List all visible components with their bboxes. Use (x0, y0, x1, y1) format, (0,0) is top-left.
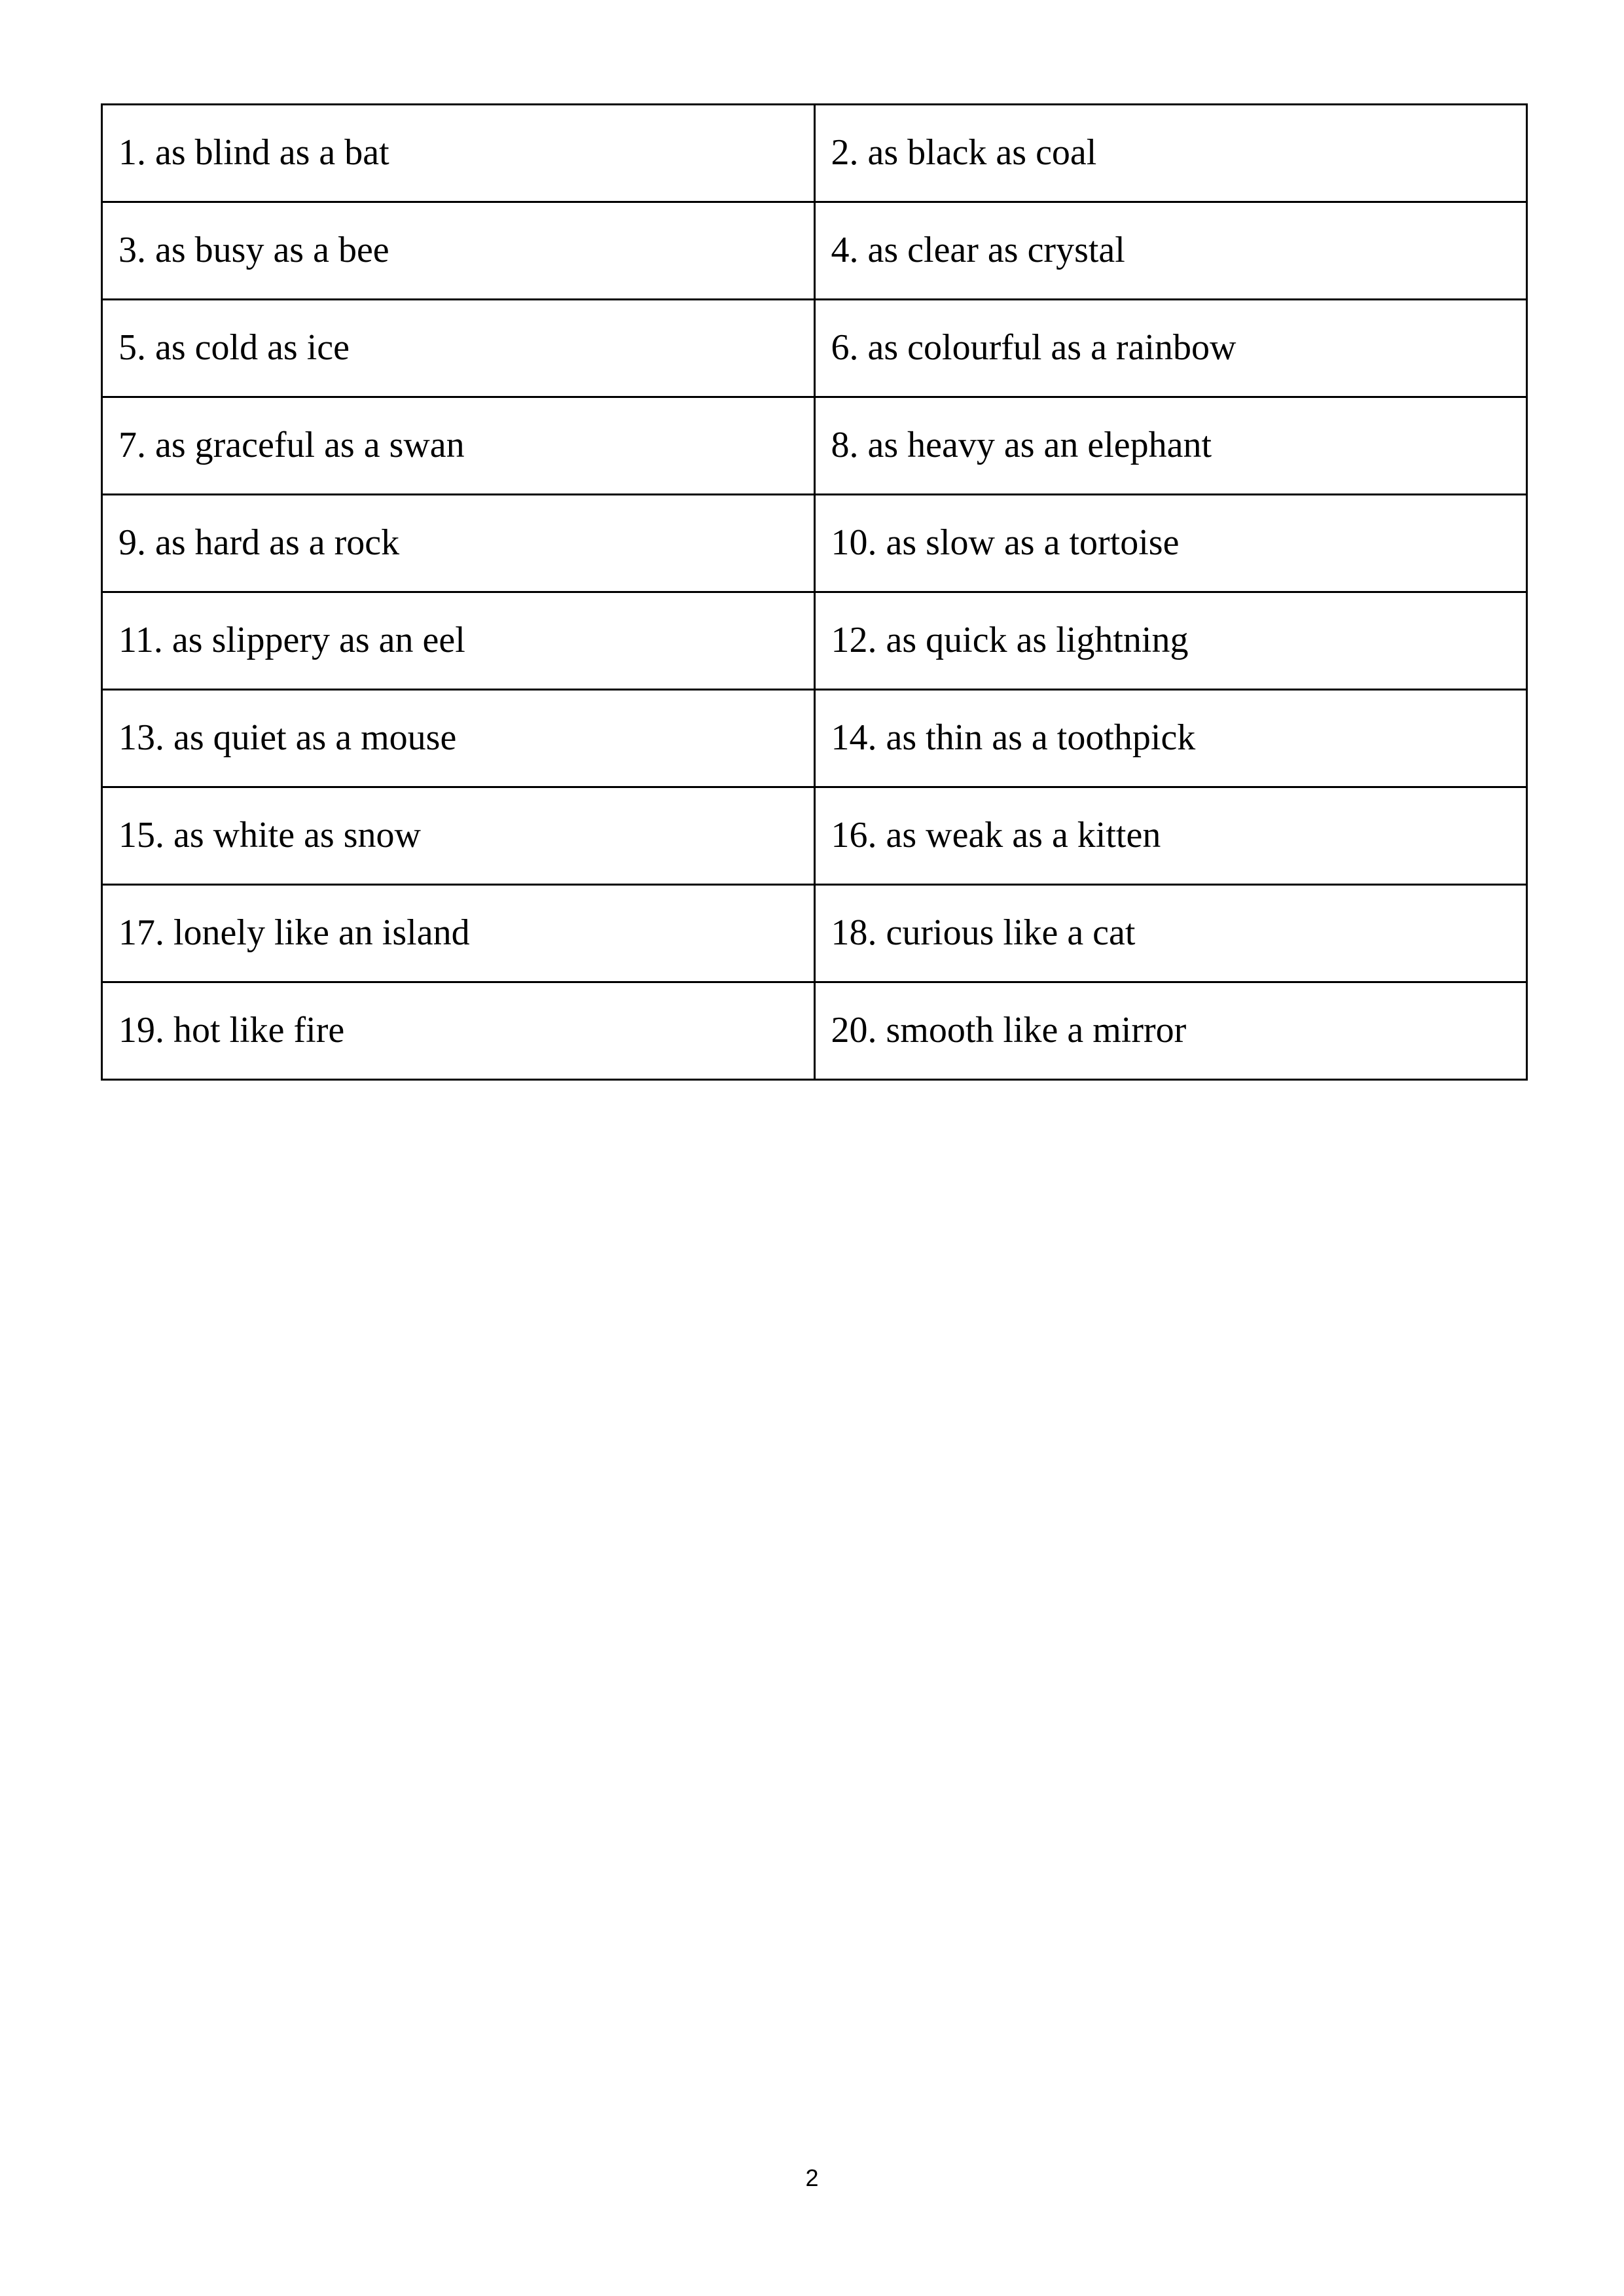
table-cell: 7. as graceful as a swan (102, 397, 815, 495)
similes-table (101, 103, 1528, 1081)
table-cell: 10. as slow as a tortoise (814, 495, 1527, 592)
table-cell: 18. curious like a cat (814, 885, 1527, 982)
table-cell: 5. as cold as ice (102, 300, 815, 397)
table-row (102, 690, 1527, 787)
table-cell: 15. as white as snow (102, 787, 815, 885)
table-row (102, 592, 1527, 690)
table-cell: 12. as quick as lightning (814, 592, 1527, 690)
table-row (102, 202, 1527, 300)
table-cell: 13. as quiet as a mouse (102, 690, 815, 787)
table-row (102, 787, 1527, 885)
table-cell: 9. as hard as a rock (102, 495, 815, 592)
table-row (102, 300, 1527, 397)
table-cell: 17. lonely like an island (102, 885, 815, 982)
table-row (102, 885, 1527, 982)
table-cell: 6. as colourful as a rainbow (814, 300, 1527, 397)
table-cell: 20. smooth like a mirror (814, 982, 1527, 1080)
table-cell: 2. as black as coal (814, 105, 1527, 202)
table-cell: 8. as heavy as an elephant (814, 397, 1527, 495)
table-row (102, 105, 1527, 202)
table-row (102, 397, 1527, 495)
table-cell: 11. as slippery as an eel (102, 592, 815, 690)
page-number: 2 (805, 2164, 819, 2191)
table-cell: 19. hot like fire (102, 982, 815, 1080)
table-row (102, 982, 1527, 1080)
table-cell: 14. as thin as a toothpick (814, 690, 1527, 787)
table-cell: 1. as blind as a bat (102, 105, 815, 202)
table-cell: 16. as weak as a kitten (814, 787, 1527, 885)
table-row (102, 495, 1527, 592)
table-cell: 4. as clear as crystal (814, 202, 1527, 300)
table-cell: 3. as busy as a bee (102, 202, 815, 300)
